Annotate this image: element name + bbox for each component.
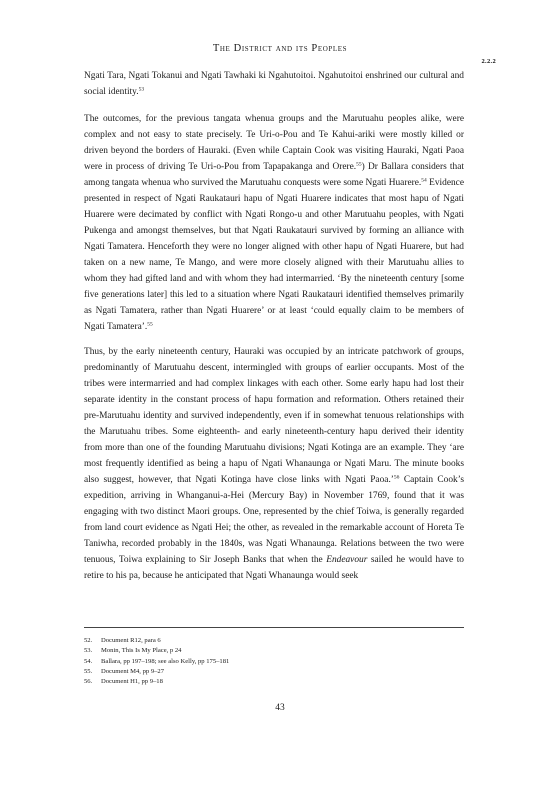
section-number: 2.2.2 — [481, 58, 496, 65]
footnote-text: Monin, This Is My Place, p 24 — [101, 647, 182, 655]
footnote-56 — [84, 677, 464, 687]
footnote-ref: 56 — [393, 474, 400, 481]
footnote-55 — [84, 667, 464, 677]
footnote-number: 54. — [84, 657, 93, 665]
running-head: The District and its Peoples — [212, 43, 348, 54]
footnote-54 — [84, 657, 464, 667]
footnote-number: 53. — [84, 647, 93, 655]
footnotes — [84, 627, 464, 687]
footnote-number: 55. — [84, 667, 93, 675]
footnote-number: 56. — [84, 678, 93, 686]
paragraph-2-text-2: ) Dr Ballara considers that among tangata whenua who survived the Marutuahu conquests were some Ngati Huarere. — [84, 162, 464, 188]
page-number: 43 — [275, 703, 285, 713]
body-text — [84, 68, 464, 593]
footnote-ref: 55 — [147, 321, 153, 328]
footnote-ref: 55 — [356, 161, 362, 168]
footnote-ref: 54 — [421, 177, 427, 184]
paragraph-3-text-2: Captain Cook’s expedition, arriving in Whanganui-a-Hei (Mercury Bay) in November 1769, found that it was engaging with two distinct Maori groups. One, represented by the chief Toiwa, is generally regarded from land court evidence as Ngati Hei; the other, as revealed in the remarkable account of Horeta Te Taniwha, recorded probably in the 1840s, was Ngati Whanaunga. Relations between the two were tenuous, Toiwa explaining to Sir Joseph Banks that when the — [84, 475, 464, 565]
paragraph-2 — [84, 111, 464, 335]
paragraph-1-text: Ngati Tara, Ngati Tokanui and Ngati Tawhaki ki Ngahutoitoi. Ngahutoitoi enshrined our cultural and social identity. — [84, 71, 464, 97]
paragraph-2-text-3: Evidence presented in respect of Ngati Raukatauri hapu of Ngati Huarere indicates that most hapu of Ngati Huarere were decimated by conflict with Ngati Rongo-u and other Marutuahu peoples, with Ngati Pukenga and amongst themselves, but that Ngati Raukatauri survived by forming an alliance with Ngati Tamatera. Henceforth they were no longer aligned with other hapu of Ngati Huarere, but had taken on a new name, Te Mango, and were more closely aligned with their Marutuahu allies to whom they had gifted land and with whom they had intermarried. ‘By the nineteenth century [some five generations later] this led to a situation where Ngati Raukatauri identified themselves primarily as Ngati Tamatera, rather than Ngati Huarere’ or at least ‘could equally claim to be members of Ngati Tamatera’. — [84, 178, 464, 332]
footnote-53 — [84, 646, 464, 656]
paragraph-3-text-1: Thus, by the early nineteenth century, Hauraki was occupied by an intricate patchwork of groups, predominantly of Marutuahu descent, intermingled with groups of earlier occupants. Most of the tribes were intermarried and had complex linkages with each other. Some early hapu had lost their separate identity in the constant process of hapu formation and reformation. Others retained their pre-Marutuahu identity and survived independently, even if in somewhat tenuous relationships with the Marutuahu tribes. Some eighteenth- and early nineteenth-century hapu derived their identity from more than one of the founding Marutuahu divisions; Ngati Kotinga are an example. They ‘are most frequently identified as being a hapu of Ngati Whanaunga or Ngati Maru. The minute books also suggest, however, that Ngati Kotinga have close links with Ngati Paoa.’ — [84, 347, 464, 485]
footnote-text: Document R12, para 6 — [101, 637, 161, 644]
footnote-text: Document H1, pp 9–18 — [101, 678, 163, 686]
footnote-52 — [84, 636, 464, 646]
footnote-divider — [84, 627, 464, 628]
footnote-number: 52. — [84, 637, 93, 644]
paragraph-3-text-3: sailed he would have to retire to his pa, because he anticipated that Ngati Whanaunga would seek — [84, 555, 464, 581]
paragraph-2-text-1: The outcomes, for the previous tangata whenua groups and the Marutuahu peoples alike, were complex and not easy to state precisely. Te Uri-o-Pou and Te Kahui-ariki were mostly killed or driven beyond the borders of Hauraki. (Even while Captain Cook was visiting Hauraki, Ngati Paoa were in process of driving Te Uri-o-Pou from Tapapakanga and Orere. — [84, 114, 464, 172]
footnote-text: Document M4, pp 9–27 — [101, 667, 165, 675]
footnote-ref: 53 — [138, 86, 145, 93]
paragraph-3 — [84, 344, 464, 584]
paragraph-1 — [84, 68, 464, 100]
ship-name: Endeavour — [326, 555, 368, 565]
footnote-text: Ballara, pp 197–198; see also Kelly, pp 175–181 — [101, 657, 230, 665]
